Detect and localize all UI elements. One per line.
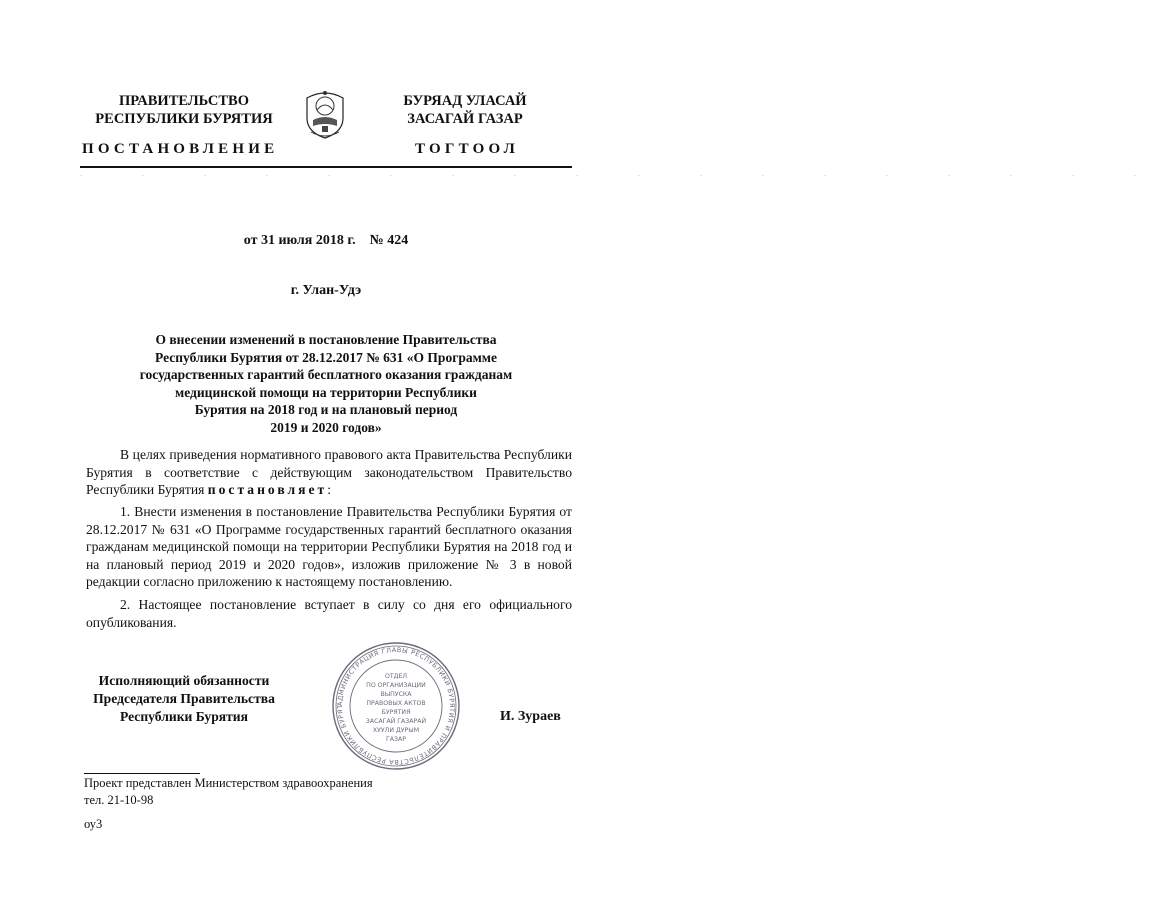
header-left: [84, 92, 284, 128]
item-1-paragraph: 1. Внести изменения в постановление Правительства Республики Бурятия от 28.12.2017 № 631 «О Программе государственных гарантий бесплатного оказания гражданам медицинской помощи на территории Республики Бурятия на 2018 год и на плановый период 2019 и 2020 годов», изложив приложение № 3 в новой редакции согласно приложению к настоящему постановлению.: [86, 504, 572, 589]
stamp-line: ЗАСАГАЙ ГАЗАРАЙ: [365, 718, 427, 725]
document-city: г. Улан-Удэ: [290, 283, 362, 298]
document-date-number: [80, 233, 572, 249]
project-note: Проект представлен Министерством здравоохранения: [84, 776, 373, 790]
intro-resolves: постановляет: [207, 482, 328, 497]
position-line: Республики Бурятия: [119, 709, 248, 724]
signatory-name: И. Зураев: [500, 709, 561, 724]
stamp-line: ПРАВОВЫХ АКТОВ: [366, 700, 426, 707]
header-left-line1: ПРАВИТЕЛЬСТВО: [119, 93, 249, 109]
signatory-position: [84, 672, 284, 726]
header-left-line2: РЕСПУБЛИКИ БУРЯТИЯ: [95, 111, 273, 127]
stamp-line: ВЫПУСКА: [380, 691, 412, 698]
position-line: Исполняющий обязанности: [98, 673, 270, 688]
header-right: [365, 92, 565, 128]
document-date: от 31 июля 2018 г.: [243, 233, 356, 248]
subject-line: медицинской помощи на территории Республики: [175, 384, 477, 400]
official-stamp: [330, 640, 462, 772]
stamp-line: ГАЗАР: [386, 736, 406, 743]
stamp-ring-text: АДМИНИСТРАЦИЯ ГЛАВЫ РЕСПУБЛИКИ БУРЯТИЯ И ПРАВИТЕЛЬСТВА РЕСПУБЛИКИ БУРЯТ: [335, 645, 457, 767]
subject-line: 2019 и 2020 годов»: [270, 419, 382, 435]
header-right-title: ТОГТООЛ: [415, 141, 519, 157]
subject-line: Бурятия на 2018 год и на плановый период: [194, 402, 458, 417]
phone-number: тел. 21-10-98: [84, 793, 154, 807]
footnote-rule: [84, 773, 200, 774]
header-right-line1: БУРЯАД УЛАСАЙ: [403, 93, 527, 109]
stamp-line: ОТДЕЛ: [384, 673, 408, 680]
header-left-title: ПОСТАНОВЛЕНИЕ: [82, 141, 279, 157]
intro-text: В целях приведения нормативного правового акта Правительства Республики Бурятия в соответствие с действующим законодательством Правительство Республики Бурятия: [86, 447, 572, 497]
stamp-line: ПО ОРГАНИЗАЦИИ: [366, 682, 426, 689]
subject-line: государственных гарантий бесплатного оказания гражданам: [139, 367, 513, 382]
coat-of-arms-icon: [303, 84, 347, 140]
intro-paragraph: [86, 446, 572, 499]
subject-line: О внесении изменений в постановление Правительства: [155, 332, 497, 347]
stamp-line: ХУУЛИ ДУРЫМ: [372, 727, 420, 734]
header-dotted-rule: . . . . . . . . . . . . . . . . . .: [80, 169, 1165, 178]
intro-end: :: [327, 482, 332, 497]
document-number: № 424: [369, 233, 409, 248]
subject-line: Республики Бурятия от 28.12.2017 № 631 «О Программе: [155, 349, 497, 365]
header-right-line2: ЗАСАГАЙ ГАЗАР: [407, 111, 523, 127]
stamp-line: БУРЯТИЯ: [381, 709, 411, 716]
position-line: Председателя Правительства: [93, 691, 275, 706]
item-2-paragraph: 2. Настоящее постановление вступает в силу со дня его официального опубликования.: [86, 597, 572, 630]
header-divider: [80, 166, 572, 168]
document-subject: [120, 331, 532, 436]
document-code: оу3: [84, 817, 103, 831]
